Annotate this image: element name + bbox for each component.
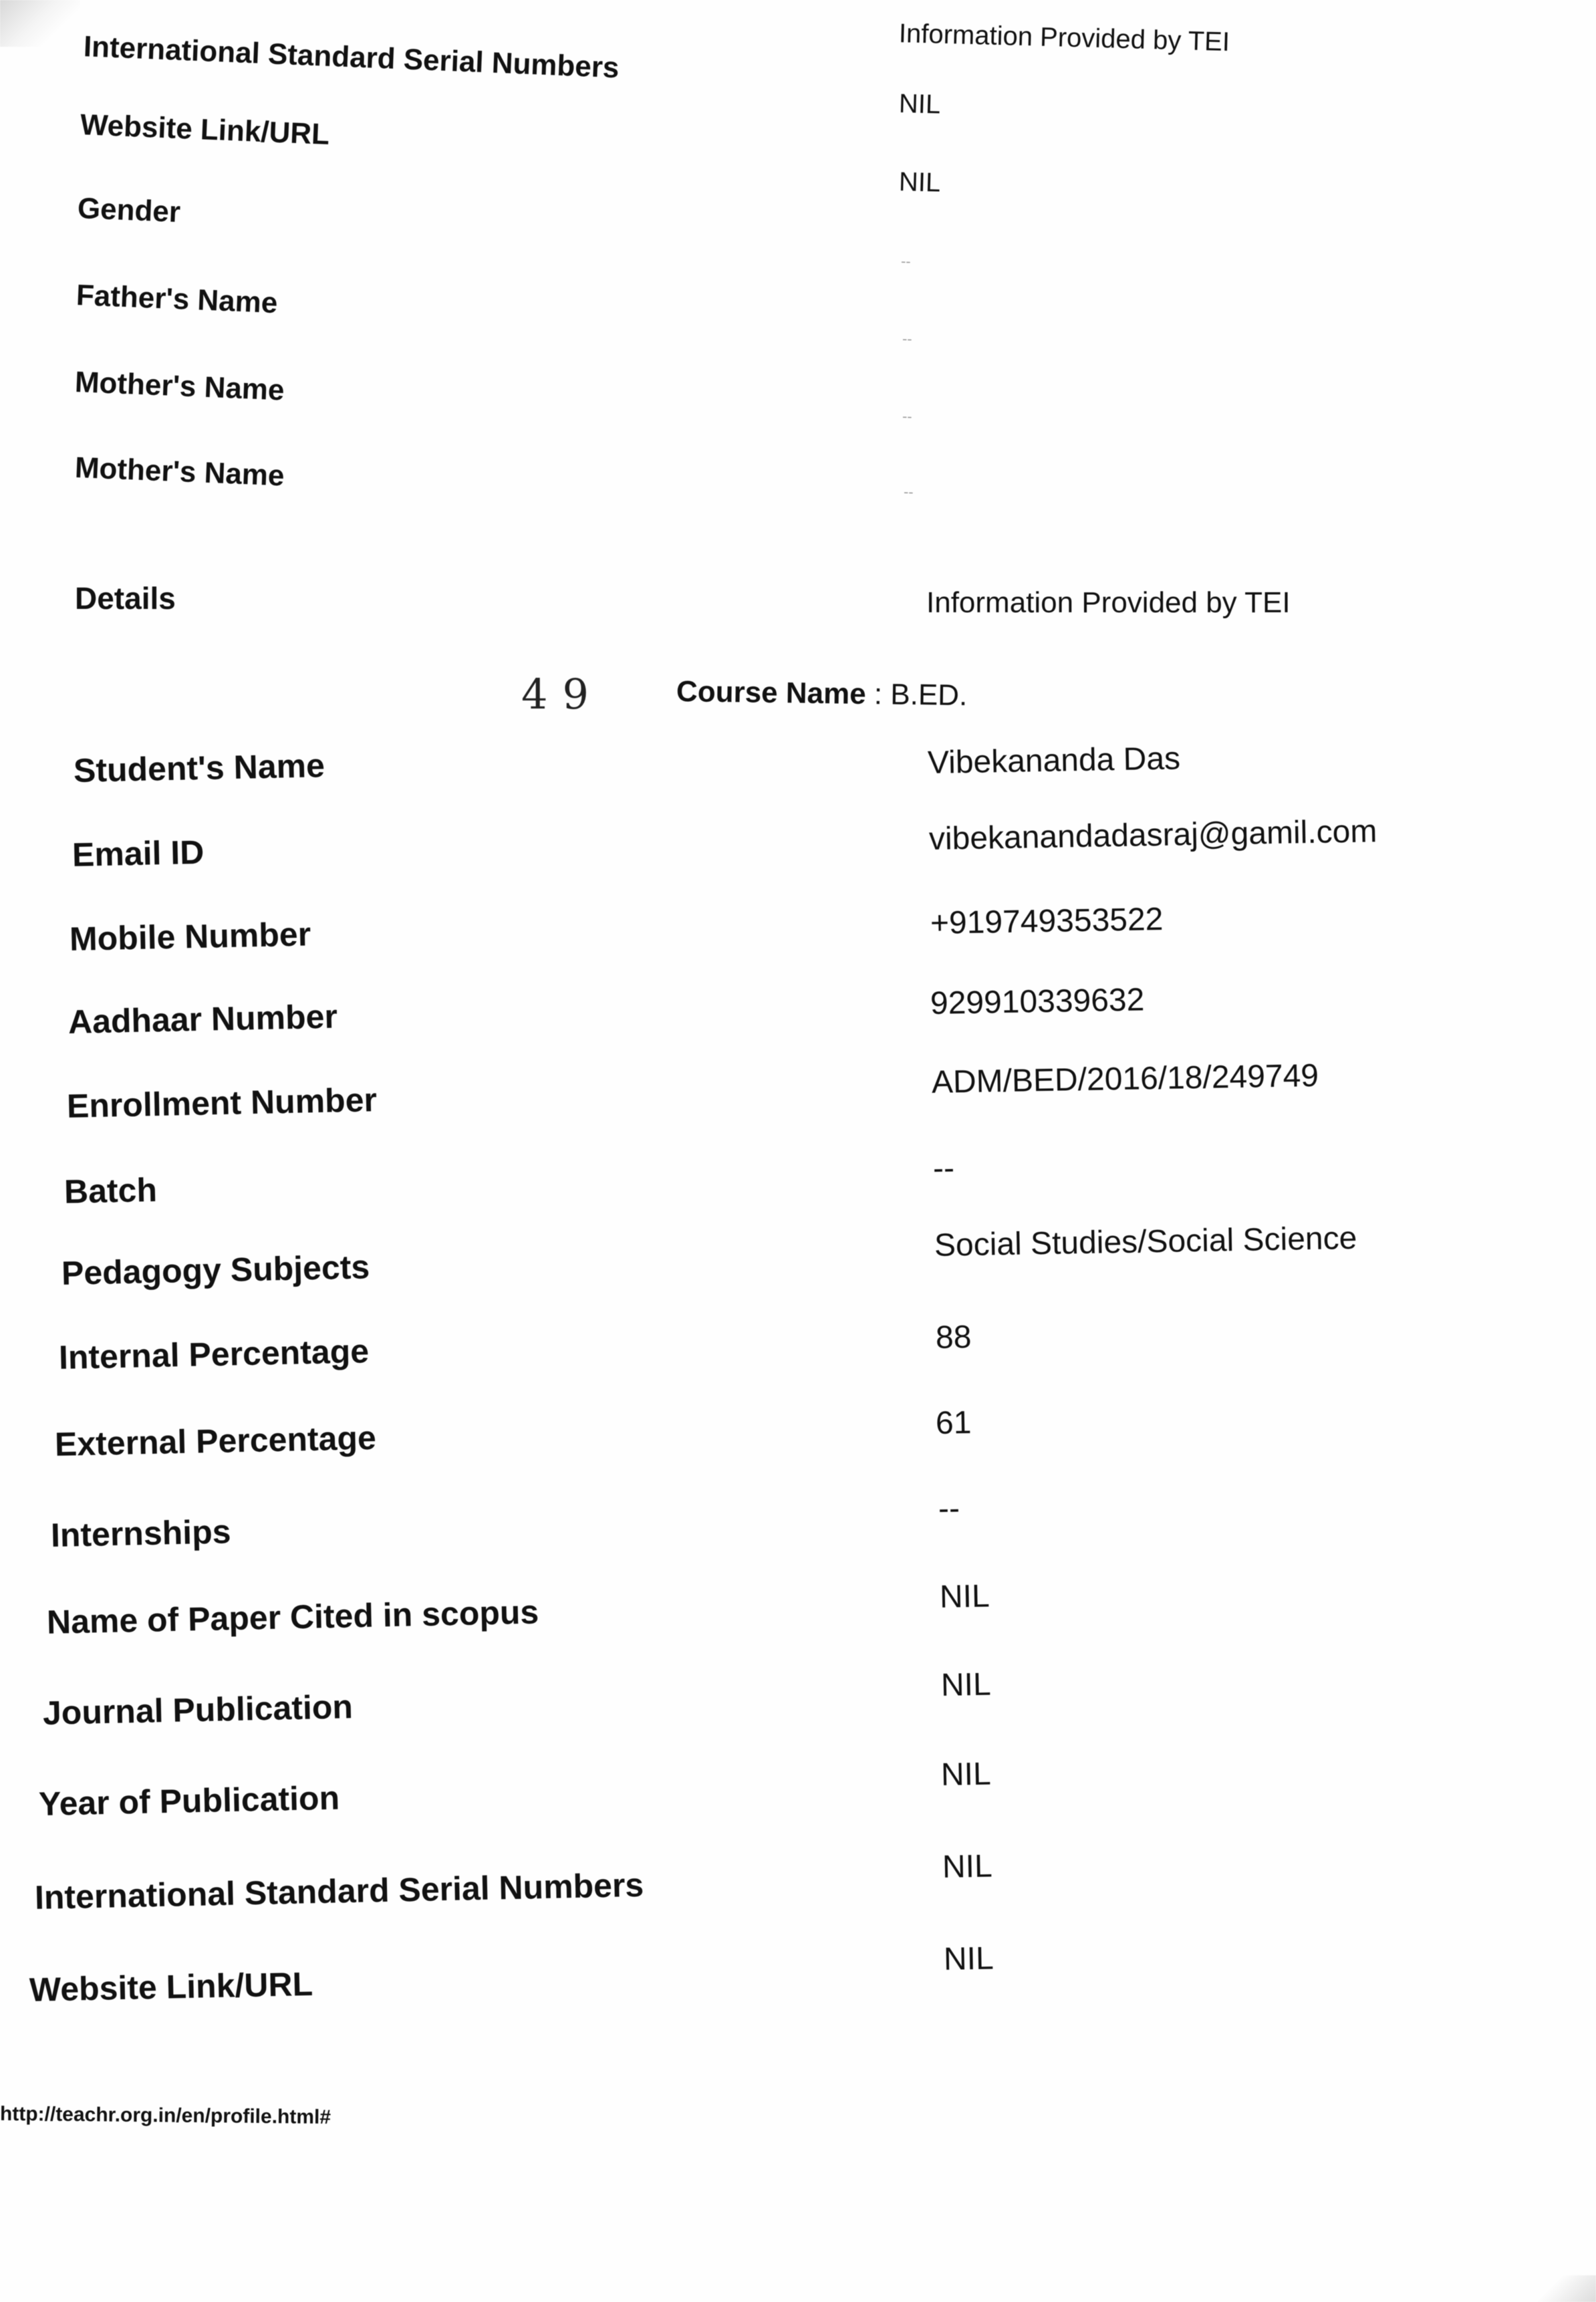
field-label-mother-name-2: Mother's Name [74, 451, 285, 493]
field-value-issn: NIL [942, 1848, 993, 1885]
course-name-line [676, 675, 968, 713]
field-label-website: Website Link/URL [29, 1965, 313, 2009]
field-value-student-name: Vibekananda Das [927, 741, 1181, 781]
field-value-mother-name: -- [902, 330, 912, 348]
field-value-mother-name-2: -- [902, 408, 912, 425]
field-value-external-percentage: 61 [935, 1405, 972, 1441]
field-label-aadhaar: Aadhaar Number [68, 997, 338, 1041]
field-label-father-name: Father's Name [76, 279, 279, 320]
scan-corner-shadow-bottom [1536, 2275, 1596, 2302]
field-label-issn: International Standard Serial Numbers [34, 1866, 644, 1916]
scan-corner-shadow [0, 0, 80, 47]
field-value-year-of-publication: NIL [940, 1756, 992, 1793]
field-value-enrollment: ADM/BED/2016/18/249749 [931, 1057, 1319, 1100]
field-label-pedagogy: Pedagogy Subjects [61, 1248, 370, 1292]
field-value-email: vibekanandadasraj@gamil.com [928, 813, 1377, 857]
field-value-website: NIL [943, 1940, 994, 1977]
field-value-gender: NIL [898, 167, 941, 198]
field-label-mother-name: Mother's Name [74, 366, 285, 407]
tei-header-value: Information Provided by TEI [898, 19, 1230, 57]
course-name-key: Course Name [676, 675, 866, 711]
field-label-mobile: Mobile Number [69, 915, 311, 958]
field-value-pedagogy: Social Studies/Social Science [934, 1220, 1357, 1263]
field-value-scopus-paper: NIL [939, 1578, 990, 1615]
details-value: Information Provided by TEI [926, 586, 1291, 619]
footer-url: http://teachr.org.in/en/profile.html# [0, 2103, 331, 2129]
field-label-gender: Gender [77, 192, 181, 229]
field-value-journal-publication: NIL [940, 1666, 992, 1703]
field-value-mobile: +919749353522 [930, 901, 1164, 941]
field-label-email: Email ID [72, 833, 205, 874]
field-label-issn-top: International Standard Serial Numbers [83, 30, 620, 85]
details-label: Details [75, 581, 176, 616]
field-label-enrollment: Enrollment Number [66, 1081, 378, 1125]
field-value-internships: -- [938, 1491, 960, 1527]
field-value-father-name: -- [900, 253, 911, 270]
field-value-extra-dash: -- [903, 483, 914, 501]
field-label-external-percentage: External Percentage [54, 1418, 377, 1463]
field-value-website-top: NIL [898, 89, 941, 120]
field-label-batch: Batch [63, 1171, 158, 1210]
course-name-value: : B.ED. [874, 678, 968, 713]
field-value-batch: -- [932, 1150, 955, 1186]
field-label-year-of-publication: Year of Publication [38, 1779, 340, 1823]
field-value-aadhaar: 929910339632 [930, 982, 1145, 1021]
field-label-internships: Internships [50, 1513, 232, 1554]
field-label-student-name: Student's Name [73, 747, 325, 789]
field-value-internal-percentage: 88 [935, 1319, 972, 1356]
field-label-website-top: Website Link/URL [80, 108, 330, 151]
field-label-scopus-paper: Name of Paper Cited in scopus [46, 1593, 539, 1641]
handwritten-mark: 49 [521, 670, 604, 719]
field-label-internal-percentage: Internal Percentage [58, 1332, 370, 1376]
field-label-journal-publication: Journal Publication [42, 1688, 354, 1732]
